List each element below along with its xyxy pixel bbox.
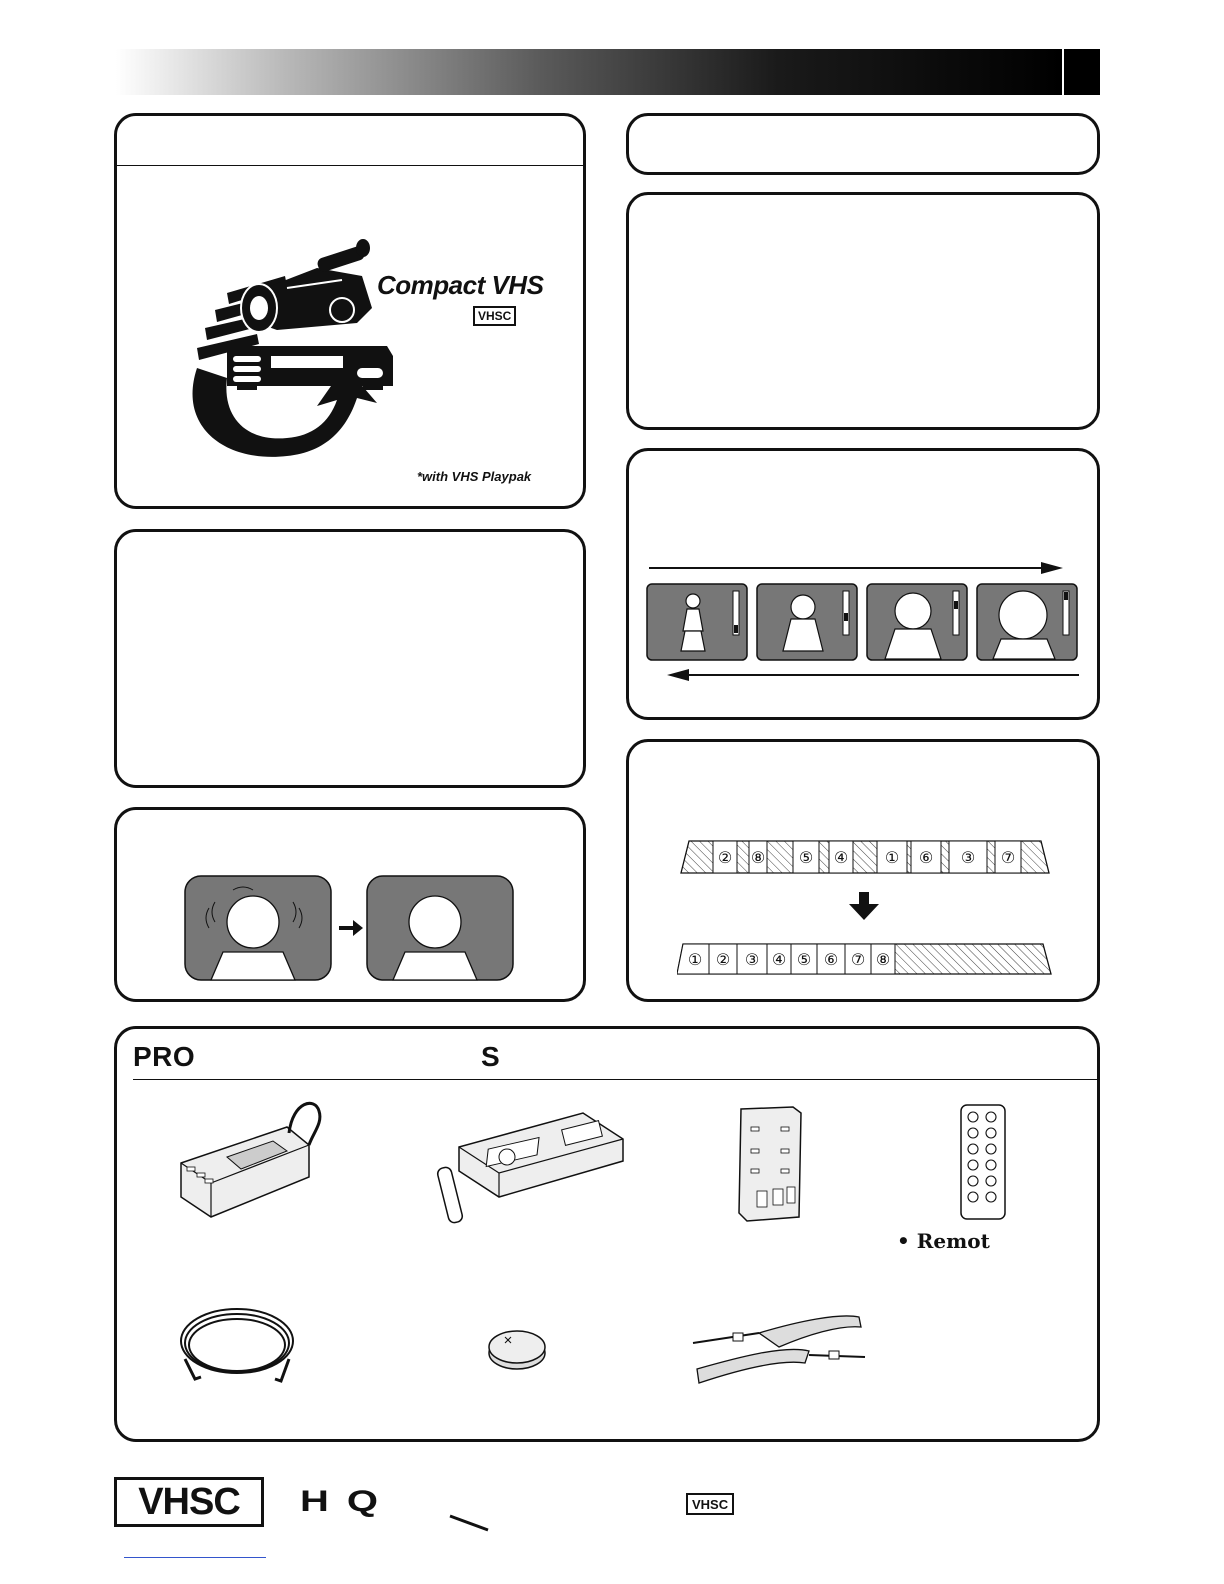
accessories-box <box>114 1026 1100 1442</box>
scrambled-segment-1: ② <box>717 848 733 867</box>
scrambled-segment-4: ④ <box>833 848 849 867</box>
compact-vhs-divider <box>117 165 583 166</box>
feature-box-left-2 <box>114 529 586 788</box>
footer-hq-logo <box>300 1486 490 1532</box>
remote-control-illustration <box>957 1103 1009 1223</box>
footer-underline <box>124 1557 266 1558</box>
ac-adapter-illustration <box>177 1097 327 1227</box>
scrambled-segment-7: ③ <box>960 848 976 867</box>
accessories-heading-right: S <box>481 1041 501 1072</box>
ordered-segment-2: ② <box>715 950 731 969</box>
feature-box-right-1 <box>626 192 1100 430</box>
footer-small-vhsc-text: VHSC <box>692 1496 729 1512</box>
compact-vhs-box <box>114 113 586 509</box>
battery-pack-illustration <box>735 1105 805 1225</box>
accessories-heading-left: PRO <box>133 1041 196 1072</box>
ordered-segment-4: ④ <box>771 950 787 969</box>
footer-small-vhsc-logo <box>686 1493 734 1515</box>
accessories-divider <box>133 1079 1097 1080</box>
footer-vhsc-logo-text: VHSC <box>138 1481 240 1523</box>
vhsc-badge-text: VHSC <box>478 309 512 323</box>
scrambled-segment-8: ⑦ <box>1000 848 1016 867</box>
scrambled-segment-3: ⑤ <box>798 848 814 867</box>
ordered-segment-6: ⑥ <box>823 950 839 969</box>
header-gradient-bar <box>116 49 1062 95</box>
stabilizer-illustration <box>183 872 523 984</box>
stabilizer-feature-box <box>114 807 586 1002</box>
zoom-sequence-illustration <box>645 559 1085 689</box>
shoulder-strap-illustration <box>689 1313 873 1389</box>
ordered-segment-3: ③ <box>744 950 760 969</box>
zoom-feature-box <box>626 448 1100 720</box>
vhsc-badge-small <box>473 306 516 326</box>
footer-vhsc-logo <box>114 1477 264 1527</box>
scrambled-segment-6: ⑥ <box>918 848 934 867</box>
scrambled-segment-5: ① <box>884 848 900 867</box>
remote-label: • Remot <box>897 1229 990 1253</box>
ordered-segment-5: ⑤ <box>796 950 812 969</box>
tape-segments-diagram <box>677 836 1057 984</box>
scrambled-segment-2: ⑧ <box>750 848 766 867</box>
ordered-segment-7: ⑦ <box>850 950 866 969</box>
header-page-tab <box>1064 49 1100 95</box>
ordered-segment-8: ⑧ <box>875 950 891 969</box>
lithium-battery-illustration <box>485 1321 551 1373</box>
ordered-segment-1: ① <box>687 950 703 969</box>
compact-vhs-logo-text: Compact VHS <box>377 270 544 300</box>
feature-title-box-right <box>626 113 1100 175</box>
footer-hq-logo-text: HQ <box>300 1484 396 1518</box>
tape-reorder-box <box>626 739 1100 1002</box>
rf-cable-illustration <box>173 1299 303 1389</box>
cassette-adapter-illustration <box>433 1107 633 1232</box>
playpak-footnote: *with VHS Playpak <box>417 469 532 484</box>
